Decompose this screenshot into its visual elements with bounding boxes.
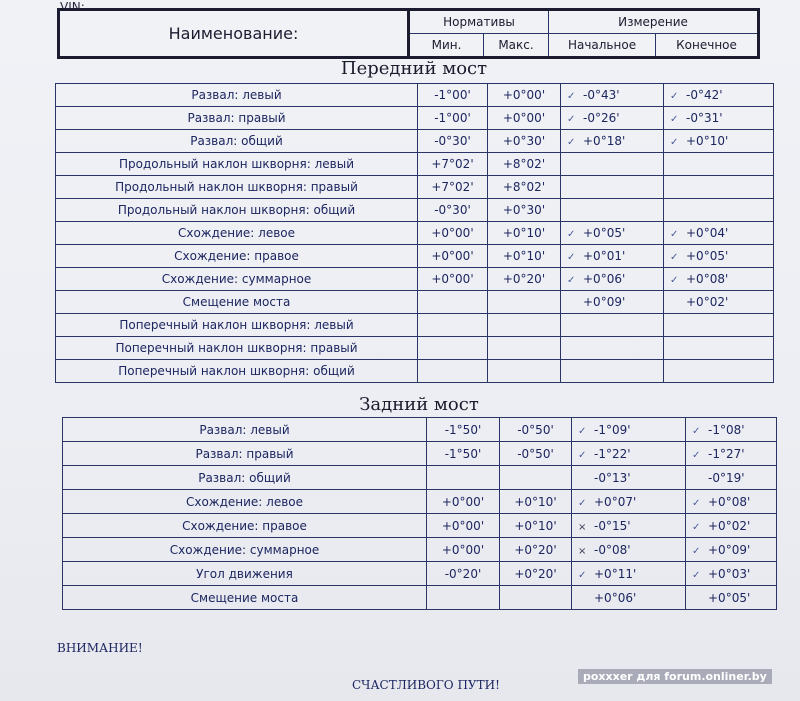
final-measurement (664, 130, 774, 153)
check-mark-icon: ✓ (578, 425, 587, 437)
initial-value: -1°09' (594, 422, 631, 437)
min-value: -1°50' (427, 442, 500, 466)
table-row (63, 466, 777, 490)
min-value (418, 337, 488, 360)
initial-measurement (561, 84, 664, 107)
forum-watermark: poxxxer для forum.onliner.by (578, 669, 772, 684)
name-header: Наименование: (59, 10, 409, 58)
min-value: +0°00' (418, 268, 488, 291)
final-measurement (686, 586, 777, 610)
parameter-label: Развал: общий (56, 130, 418, 153)
final-measurement (686, 562, 777, 586)
max-value: +0°00' (488, 107, 561, 130)
parameter-label: Схождение: левое (56, 222, 418, 245)
final-value: -0°42' (686, 88, 723, 102)
initial-measurement (572, 418, 686, 442)
max-value: +0°10' (488, 222, 561, 245)
max-header: Макс. (484, 34, 549, 58)
header-table (57, 8, 760, 59)
parameter-label: Развал: общий (63, 466, 427, 490)
final-value: +0°08' (686, 272, 729, 286)
check-mark-icon: ✓ (567, 275, 576, 286)
min-value: -0°30' (418, 199, 488, 222)
initial-measurement (561, 176, 664, 199)
check-mark-icon: ✓ (567, 137, 576, 148)
max-value: -0°50' (500, 442, 572, 466)
final-measurement (686, 418, 777, 442)
parameter-label: Развал: левый (63, 418, 427, 442)
final-value: -1°08' (708, 422, 745, 437)
check-mark-icon: ✓ (692, 545, 701, 557)
parameter-label: Продольный наклон шкворня: правый (56, 176, 418, 199)
table-row (56, 314, 774, 337)
min-value (418, 360, 488, 383)
parameter-label: Схождение: правое (63, 514, 427, 538)
final-measurement (664, 176, 774, 199)
check-mark-icon: ✓ (567, 229, 576, 240)
min-value: +7°02' (418, 153, 488, 176)
initial-measurement (561, 360, 664, 383)
min-value: +0°00' (427, 490, 500, 514)
max-value: +0°20' (500, 538, 572, 562)
table-row (56, 84, 774, 107)
parameter-label: Смещение моста (56, 291, 418, 314)
initial-measurement (561, 107, 664, 130)
check-mark-icon: ✓ (692, 425, 701, 437)
rear-axle-title: Задний мост (359, 394, 479, 415)
final-value: +0°05' (686, 249, 729, 263)
initial-measurement (561, 130, 664, 153)
table-row (56, 245, 774, 268)
initial-measurement (572, 562, 686, 586)
initial-measurement (561, 153, 664, 176)
initial-value: +0°09' (583, 295, 626, 309)
parameter-label: Развал: правый (63, 442, 427, 466)
max-value: +0°30' (488, 199, 561, 222)
check-mark-icon: ✓ (670, 275, 679, 286)
initial-value: +0°06' (583, 272, 626, 286)
table-row (63, 586, 777, 610)
farewell-label: СЧАСТЛИВОГО ПУТИ! (352, 678, 500, 692)
initial-value: +0°18' (583, 134, 626, 148)
final-value: +0°02' (708, 518, 751, 533)
table-row (63, 538, 777, 562)
final-value: +0°05' (708, 590, 751, 605)
final-measurement (686, 490, 777, 514)
final-measurement (664, 107, 774, 130)
check-mark-icon: ✓ (692, 497, 701, 509)
parameter-label: Поперечный наклон шкворня: общий (56, 360, 418, 383)
max-value: +0°10' (500, 514, 572, 538)
max-value: +0°10' (500, 490, 572, 514)
initial-value: +0°07' (594, 494, 637, 509)
parameter-label: Схождение: суммарное (63, 538, 427, 562)
final-measurement (686, 514, 777, 538)
initial-value: +0°05' (583, 226, 626, 240)
check-mark-icon: ✓ (670, 252, 679, 263)
max-value (488, 337, 561, 360)
min-value: -0°20' (427, 562, 500, 586)
parameter-label: Поперечный наклон шкворня: левый (56, 314, 418, 337)
parameter-label: Продольный наклон шкворня: общий (56, 199, 418, 222)
table-row (56, 222, 774, 245)
front-axle-table (55, 83, 774, 383)
final-measurement (664, 199, 774, 222)
final-measurement (664, 222, 774, 245)
initial-value: -0°13' (594, 470, 631, 485)
max-value (488, 360, 561, 383)
check-mark-icon: ✓ (692, 449, 701, 461)
final-measurement (664, 337, 774, 360)
max-value (500, 586, 572, 610)
initial-measurement (561, 199, 664, 222)
initial-value: -0°15' (594, 518, 631, 533)
parameter-label: Поперечный наклон шкворня: правый (56, 337, 418, 360)
check-mark-icon: ✓ (578, 497, 587, 509)
initial-measurement (572, 514, 686, 538)
check-mark-icon: ✓ (567, 114, 576, 125)
initial-measurement (572, 586, 686, 610)
max-value (488, 314, 561, 337)
initial-measurement (572, 538, 686, 562)
initial-measurement (572, 442, 686, 466)
check-mark-icon: ✓ (670, 137, 679, 148)
min-value: -1°00' (418, 84, 488, 107)
initial-value: -0°26' (583, 111, 620, 125)
table-row (56, 199, 774, 222)
initial-measurement (561, 337, 664, 360)
max-value: -0°50' (500, 418, 572, 442)
initial-measurement (561, 291, 664, 314)
min-value: +0°00' (418, 245, 488, 268)
check-mark-icon: ✓ (670, 114, 679, 125)
final-value: -0°19' (708, 470, 745, 485)
initial-measurement (572, 490, 686, 514)
parameter-label: Развал: правый (56, 107, 418, 130)
min-value: +7°02' (418, 176, 488, 199)
final-measurement (664, 268, 774, 291)
final-measurement (686, 538, 777, 562)
check-mark-icon: ✓ (578, 569, 587, 581)
norms-header: Нормативы (409, 10, 549, 34)
final-value: -0°31' (686, 111, 723, 125)
final-measurement (664, 360, 774, 383)
initial-value: +0°01' (583, 249, 626, 263)
check-mark-icon: ✓ (567, 252, 576, 263)
final-value: +0°08' (708, 494, 751, 509)
min-value: -0°30' (418, 130, 488, 153)
measure-header: Измерение (549, 10, 759, 34)
final-value: +0°04' (686, 226, 729, 240)
table-row (56, 107, 774, 130)
final-value: +0°03' (708, 566, 751, 581)
final-measurement (664, 291, 774, 314)
table-row (56, 360, 774, 383)
table-row (63, 562, 777, 586)
check-mark-icon: ✓ (578, 449, 587, 461)
max-value: +0°20' (500, 562, 572, 586)
parameter-label: Угол движения (63, 562, 427, 586)
cross-mark-icon: × (578, 545, 587, 557)
rear-axle-table (62, 417, 777, 610)
min-value: -1°50' (427, 418, 500, 442)
max-value: +0°30' (488, 130, 561, 153)
initial-measurement (561, 245, 664, 268)
parameter-label: Схождение: правое (56, 245, 418, 268)
final-measurement (664, 245, 774, 268)
warning-label: ВНИМАНИЕ! (57, 641, 143, 655)
max-value (500, 466, 572, 490)
initial-value: -1°22' (594, 446, 631, 461)
min-value: +0°00' (418, 222, 488, 245)
check-mark-icon: ✓ (567, 91, 576, 102)
final-header: Конечное (656, 34, 759, 58)
parameter-label: Развал: левый (56, 84, 418, 107)
initial-value: +0°06' (594, 590, 637, 605)
check-mark-icon: ✓ (692, 569, 701, 581)
initial-measurement (561, 268, 664, 291)
final-measurement (664, 84, 774, 107)
max-value (488, 291, 561, 314)
final-value: +0°02' (686, 295, 729, 309)
max-value: +8°02' (488, 153, 561, 176)
front-axle-title: Передний мост (340, 58, 488, 79)
min-value (418, 291, 488, 314)
final-measurement (664, 153, 774, 176)
min-value: +0°00' (427, 514, 500, 538)
min-value: -1°00' (418, 107, 488, 130)
cross-mark-icon: × (578, 521, 587, 533)
table-row (56, 153, 774, 176)
table-row (63, 418, 777, 442)
final-measurement (686, 466, 777, 490)
min-value (427, 586, 500, 610)
table-row (56, 130, 774, 153)
max-value: +0°20' (488, 268, 561, 291)
min-value (427, 466, 500, 490)
vin-label: VIN: (60, 0, 85, 14)
check-mark-icon: ✓ (670, 229, 679, 240)
check-mark-icon: ✓ (692, 521, 701, 533)
parameter-label: Схождение: суммарное (56, 268, 418, 291)
max-value: +0°00' (488, 84, 561, 107)
parameter-label: Схождение: левое (63, 490, 427, 514)
final-value: +0°10' (686, 134, 729, 148)
initial-measurement (572, 466, 686, 490)
max-value: +0°10' (488, 245, 561, 268)
final-value: -1°27' (708, 446, 745, 461)
final-measurement (664, 314, 774, 337)
check-mark-icon: ✓ (670, 91, 679, 102)
min-value: +0°00' (427, 538, 500, 562)
initial-header: Начальное (549, 34, 656, 58)
final-measurement (686, 442, 777, 466)
min-header: Мин. (409, 34, 484, 58)
table-row (56, 337, 774, 360)
table-row (63, 490, 777, 514)
max-value: +8°02' (488, 176, 561, 199)
initial-measurement (561, 222, 664, 245)
table-row (56, 176, 774, 199)
table-row (56, 291, 774, 314)
table-row (63, 442, 777, 466)
table-row (56, 268, 774, 291)
table-row (63, 514, 777, 538)
initial-measurement (561, 314, 664, 337)
parameter-label: Смещение моста (63, 586, 427, 610)
initial-value: +0°11' (594, 566, 637, 581)
initial-value: -0°43' (583, 88, 620, 102)
parameter-label: Продольный наклон шкворня: левый (56, 153, 418, 176)
final-value: +0°09' (708, 542, 751, 557)
initial-value: -0°08' (594, 542, 631, 557)
min-value (418, 314, 488, 337)
